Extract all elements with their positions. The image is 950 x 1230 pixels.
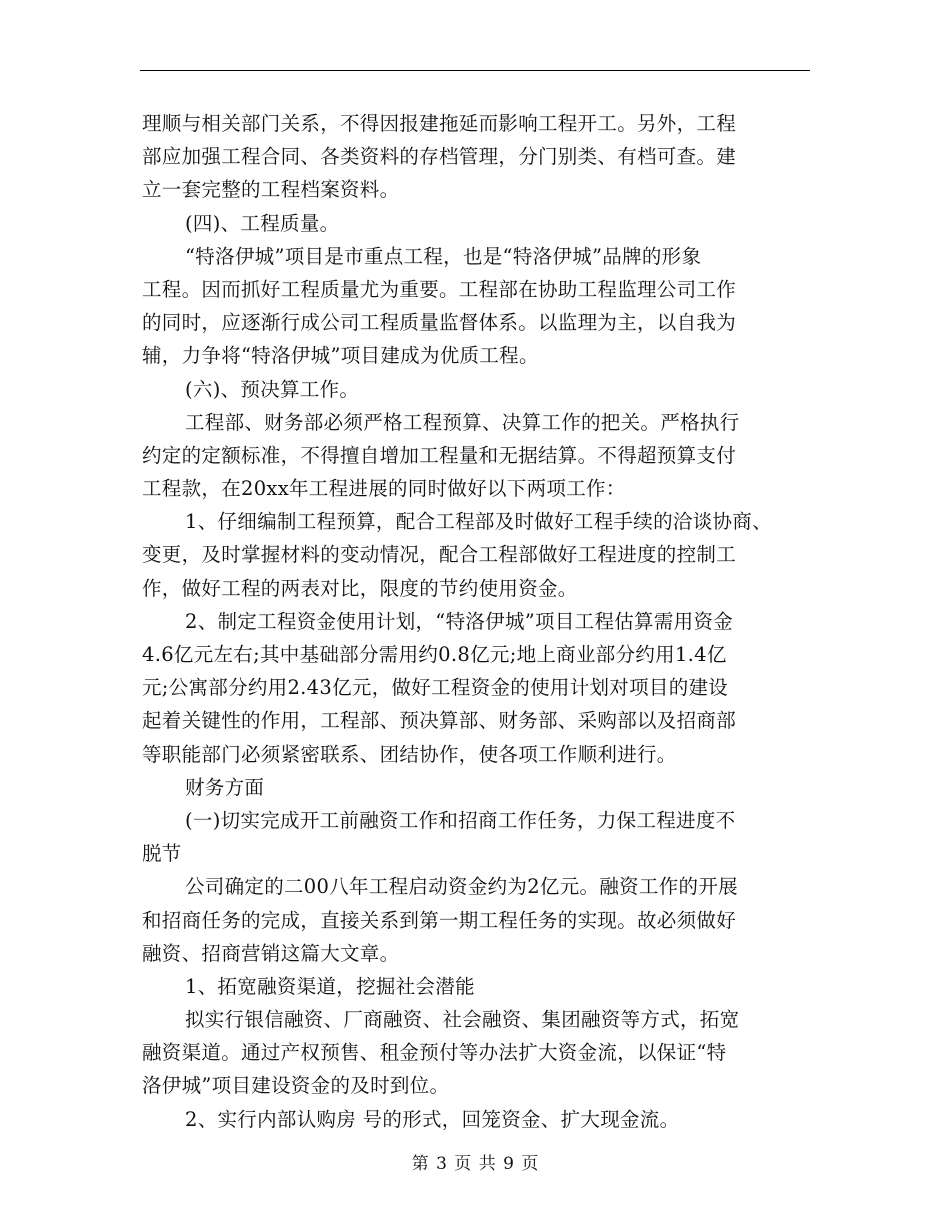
text-line: 2、制定工程资金使用计划，“特洛伊城”项目工程估算需用资金 [185,609,734,633]
text-line: 作，做好工程的两表对比，限度的节约使用资金。 [142,576,578,600]
text-line: (四)、工程质量。 [185,211,340,235]
text-line: 工程部、财务部必须严格工程预算、决算工作的把关。严格执行 [185,410,740,434]
text-line: 和招商任务的完成，直接关系到第一期工程任务的实现。故必须做好 [142,908,737,932]
text-line: (一)切实完成开工前融资工作和招商工作任务，力保工程进度不 [185,808,736,832]
text-line: 脱节 [142,842,182,866]
text-line: 等职能部门必须紧密联系、团结协作，使各项工作顺利进行。 [142,742,677,766]
text-line: 约定的定额标准，不得擅自增加工程量和无据结算。不得超预算支付 [142,443,737,467]
text-line: 融资渠道。通过产权预售、租金预付等办法扩大资金流，以保证“特 [142,1041,727,1065]
text-line: 工程。因而抓好工程质量尤为重要。工程部在协助工程监理公司工作 [142,277,737,301]
text-line: 部应加强工程合同、各类资料的存档管理，分门别类、有档可查。建 [142,145,737,169]
text-line: 的同时，应逐渐行成公司工程质量监督体系。以监理为主，以自我为 [142,311,737,335]
text-line: 财务方面 [185,775,265,799]
text-line: (六)、预决算工作。 [185,377,360,401]
text-line: 起着关键性的作用，工程部、预决算部、财务部、采购部以及招商部 [142,709,737,733]
text-line: 融资、招商营销这篇大文章。 [142,941,400,965]
text-line: 公司确定的二00八年工程启动资金约为2亿元。融资工作的开展 [185,875,738,899]
text-line: 元;公寓部分约用2.43亿元，做好工程资金的使用计划对项目的建设 [142,676,729,700]
text-line: 理顺与相关部门关系，不得因报建拖延而影响工程开工。另外，工程 [142,112,737,135]
text-line: 拟实行银信融资、厂商融资、社会融资、集团融资等方式，拓宽 [185,1008,740,1032]
text-line: 1、拓宽融资渠道，挖掘社会潜能 [185,974,475,998]
text-line: 辅，力争将“特洛伊城”项目建成为优质工程。 [142,344,539,368]
text-line: 4.6亿元左右;其中基础部分需用约0.8亿元;地上商业部分约用1.4亿 [142,643,727,666]
page-footer: 第 3 页 共 9 页 [411,1154,539,1174]
text-line: 2、实行内部认购房 号的形式，回笼资金、扩大现金流。 [185,1107,680,1131]
text-line: 工程款，在20xx年工程进展的同时做好以下两项工作： [142,477,626,501]
header-rule [140,70,810,71]
text-line: “特洛伊城”项目是市重点工程，也是“特洛伊城”品牌的形象 [185,244,702,268]
text-line: 变更，及时掌握材料的变动情况，配合工程部做好工程进度的控制工 [142,543,737,567]
body-text [142,107,812,1136]
text-line: 1、仔细编制工程预算，配合工程部及时做好工程手续的洽谈协商、 [185,510,772,534]
text-line: 立一套完整的工程档案资料。 [142,178,400,202]
text-line: 洛伊城”项目建设资金的及时到位。 [142,1074,450,1098]
